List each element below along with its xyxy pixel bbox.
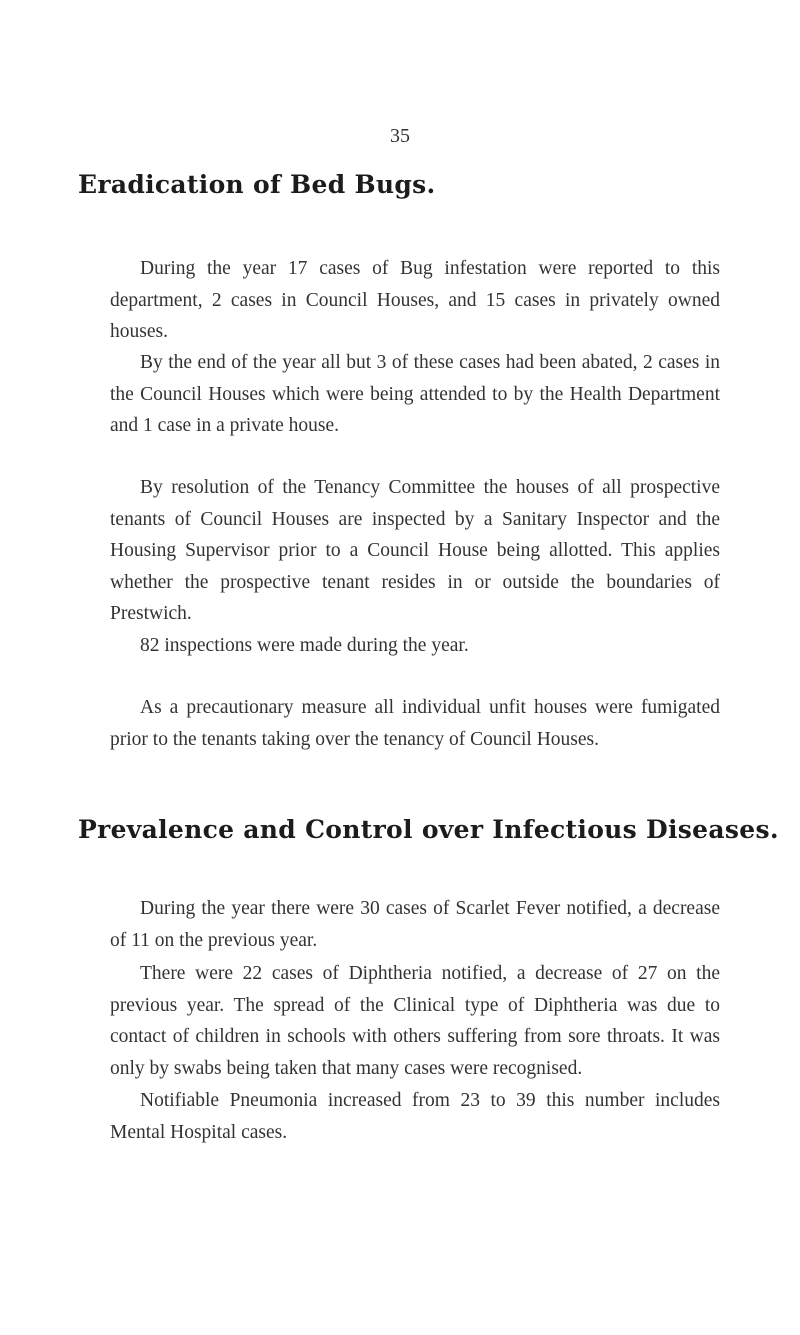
page-number: 35 (390, 125, 410, 147)
paragraph: There were 22 cases of Diphtheria notified, a decrease of 27 on the previous year. The spread of the Clinical type of Diphtheria was due to contact of children in schools with others suffering from sore throats. It was only by swabs being taken that many cases were recognised. (110, 963, 720, 1079)
paragraph: By resolution of the Tenancy Committee the houses of all prospective tenants of Council Houses are inspected by a Sanitary Inspector and the Housing Supervisor prior to a Council House being allotted. This applies whether the prospective tenant resides in or outside the boundaries of Prestwich. (110, 477, 720, 624)
paragraph: By the end of the year all but 3 of these cases had been abated, 2 cases in the Council Houses which were being attended to by the Health Department and 1 case in a private house. (110, 352, 720, 436)
section-heading-bed-bugs: Eradication of Bed Bugs. (78, 170, 436, 199)
paragraph: As a precautionary measure all individual unfit houses were fumigated prior to the tenants taking over the tenancy of Council Houses. (110, 697, 720, 750)
paragraph: During the year 17 cases of Bug infestation were reported to this department, 2 cases in Council Houses, and 15 cases in privately owned houses. (110, 258, 720, 342)
section-heading-infectious-diseases: Prevalence and Control over Infectious Diseases. (78, 815, 779, 844)
paragraph: During the year there were 30 cases of Scarlet Fever notified, a decrease of 11 on the previous year. (110, 898, 720, 951)
paragraph: Notifiable Pneumonia increased from 23 to 39 this number includes Mental Hospital cases. (110, 1090, 720, 1143)
paragraph: 82 inspections were made during the year. (140, 635, 469, 656)
